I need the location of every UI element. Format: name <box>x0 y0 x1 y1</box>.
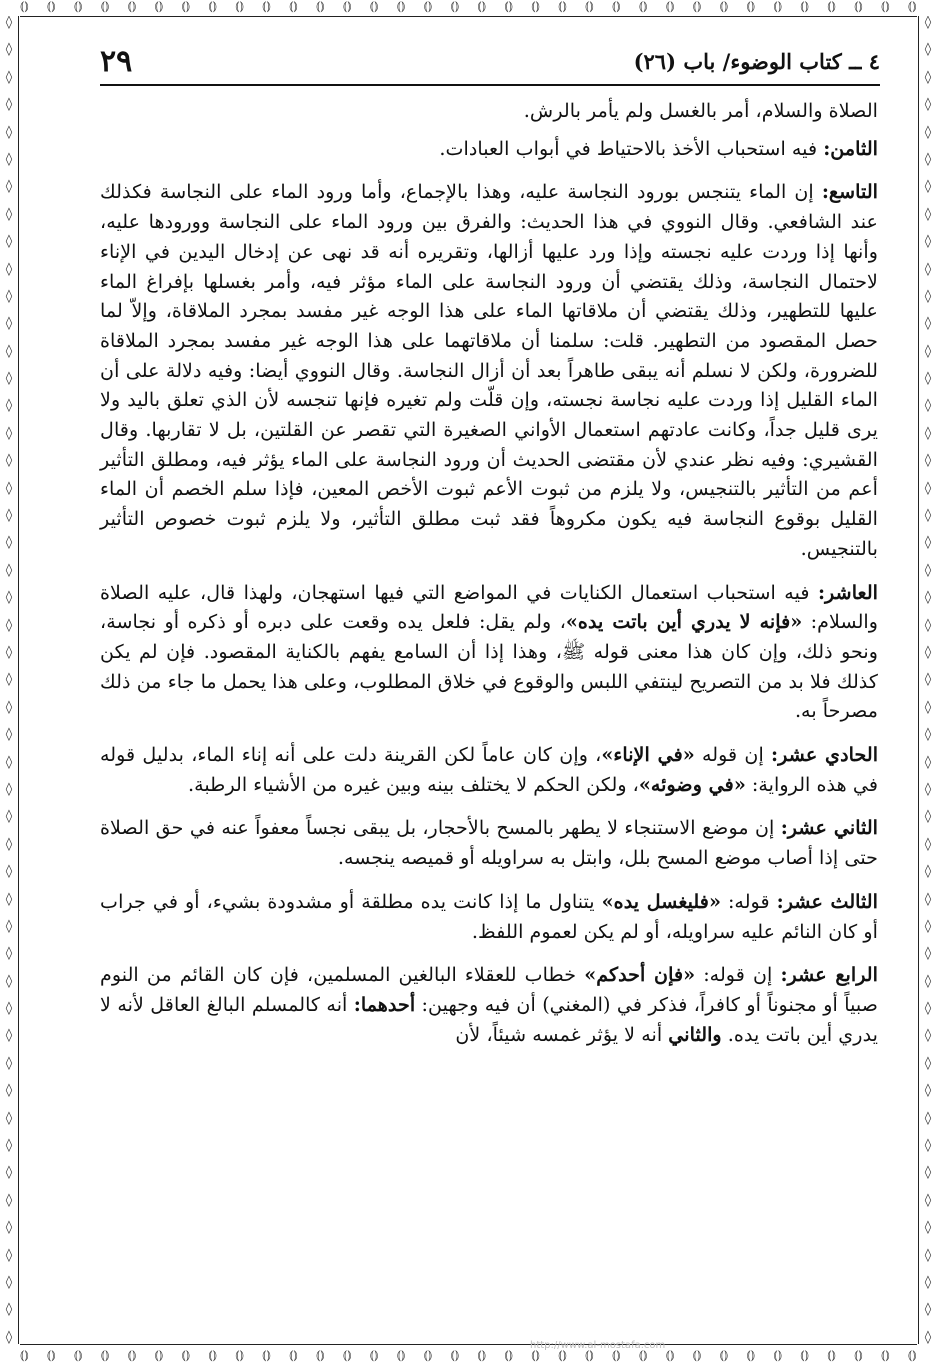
border-ornament: ⦅⦆ <box>692 0 702 14</box>
hadith-quote: «في الإناء» <box>601 743 695 767</box>
border-ornament: ◊ <box>924 1028 932 1044</box>
border-ornament: ◊ <box>924 97 932 113</box>
border-ornament: ◊ <box>5 97 13 113</box>
border-ornament: ◊ <box>924 754 932 770</box>
border-ornament: ⦅⦆ <box>531 0 540 14</box>
border-ornament: ⦅⦆ <box>477 1347 487 1363</box>
border-ornament: ◊ <box>924 1220 932 1236</box>
border-ornament: ◊ <box>924 1192 932 1208</box>
paragraph-text: أنه لا يؤثر غمسه شيئاً، لأن <box>455 1022 669 1046</box>
border-ornament: ◊ <box>924 864 932 880</box>
border-ornament: ◊ <box>924 1001 932 1017</box>
paragraph-text: فيه استحباب استعمال الكنايات في المواضع التي فيها استهجان، ولهذا قال، عليه الصلاة والسلام: <box>100 580 879 634</box>
paragraph-twelfth <box>100 813 878 872</box>
border-ornament: ◊ <box>5 836 13 852</box>
border-ornament: ⦅⦆ <box>342 0 352 14</box>
paragraph-text: قوله: <box>720 889 777 913</box>
border-ornament: ◊ <box>924 973 932 989</box>
border-ornament: ◊ <box>5 124 13 140</box>
border-ornament: ◊ <box>5 1055 13 1071</box>
border-ornament: ◊ <box>5 1028 13 1044</box>
paragraph-text: الصلاة والسلام، أمر بالغسل ولم يأمر بالرش. <box>523 99 878 122</box>
border-ornament: ◊ <box>924 1274 932 1290</box>
border-ornament: ⦅⦆ <box>800 0 809 14</box>
border-ornament: ⦅⦆ <box>450 1347 460 1363</box>
border-ornament: ⦅⦆ <box>315 0 325 14</box>
border-ornament: ◊ <box>924 16 932 30</box>
border-ornament: ◊ <box>5 480 13 496</box>
border-ornament: ⦅⦆ <box>638 0 648 14</box>
border-ornament: ⦅⦆ <box>369 1347 379 1363</box>
border-ornament: ◊ <box>924 1055 932 1071</box>
border-ornament: ◊ <box>924 699 932 715</box>
border-ornament: ◊ <box>924 535 932 551</box>
border-ornament: ◊ <box>924 1247 932 1263</box>
paragraph-lead: الثالث عشر: <box>776 889 878 913</box>
border-ornament: ⦅⦆ <box>773 1347 783 1363</box>
border-ornament: ⦅⦆ <box>881 0 890 14</box>
border-ornament: ⦅⦆ <box>208 0 218 14</box>
border-ornament: ◊ <box>5 644 13 660</box>
hadith-quote: «في وضوئه» <box>638 772 746 796</box>
border-ornament: ⦅⦆ <box>477 0 487 14</box>
paragraph-text: إن قوله <box>694 743 772 767</box>
paragraph-text: فيه استحباب الأخذ بالاحتياط في أبواب العبادات. <box>439 136 824 160</box>
border-ornament: ◊ <box>5 206 13 222</box>
border-ornament: ◊ <box>924 1329 932 1344</box>
border-ornament: ◊ <box>5 151 13 167</box>
border-ornament: ◊ <box>5 1001 13 1017</box>
border-ornament: ⦅⦆ <box>289 0 298 14</box>
border-ornament: ◊ <box>5 672 13 688</box>
border-ornament: ⦅⦆ <box>638 1347 648 1363</box>
border-ornament: ◊ <box>5 535 13 551</box>
paragraph-eighth <box>100 134 878 164</box>
border-ornament: ⦅⦆ <box>181 1347 191 1363</box>
border-ornament: ◊ <box>924 617 932 633</box>
border-ornament: ⦅⦆ <box>289 1347 298 1363</box>
running-title: ٤ ــ كتاب الوضوء/ باب (٢٦) <box>633 49 880 74</box>
border-ornament: ◊ <box>5 261 13 277</box>
border-ornament: ⦅⦆ <box>665 1347 675 1363</box>
border-ornament: ⦅⦆ <box>46 1347 56 1363</box>
border-ornament: ◊ <box>924 151 932 167</box>
paragraph-tenth <box>100 578 878 727</box>
border-ornament: ◊ <box>924 398 932 414</box>
border-ornament: ◊ <box>5 590 13 606</box>
border-ornament: ◊ <box>924 69 932 85</box>
paragraph-text: أنه كالمسلم البالغ العاقل لأنه لا يدري أين باتت يده. <box>100 992 878 1046</box>
border-ornament: ◊ <box>5 891 13 907</box>
border-ornament: ⦅⦆ <box>907 0 917 14</box>
border-ornament: ⦅⦆ <box>907 1347 917 1363</box>
border-ornament: ◊ <box>5 316 13 332</box>
border-ornament: ⦅⦆ <box>585 1347 594 1363</box>
watermark-url: http://www.al-mostafa.com <box>530 1340 666 1351</box>
border-ornament: ⦅⦆ <box>746 0 756 14</box>
border-ornament: ◊ <box>5 1329 13 1344</box>
border-ornament: ◊ <box>924 234 932 250</box>
border-ornament: ⦅⦆ <box>558 0 567 14</box>
paragraph-lead: العاشر: <box>817 580 878 604</box>
decorative-border-left <box>0 16 19 1344</box>
border-ornament: ◊ <box>5 1247 13 1263</box>
border-ornament: ◊ <box>5 453 13 469</box>
border-ornament: ◊ <box>924 1138 932 1154</box>
border-ornament: ◊ <box>5 809 13 825</box>
border-ornament: ◊ <box>5 16 13 30</box>
border-ornament: ◊ <box>5 617 13 633</box>
border-ornament: ◊ <box>924 946 932 962</box>
border-ornament: ◊ <box>5 754 13 770</box>
border-ornament: ◊ <box>924 1302 932 1318</box>
paragraph-text: خطاب للعقلاء البالغين المسلمين، فإن كان القائم من النوم صبياً أو مجنوناً أو كافراً، فذكر في (المغني) أن فيه وجهين: <box>100 963 878 1016</box>
border-ornament: ◊ <box>5 234 13 250</box>
paragraph-text: إن قوله: <box>695 963 781 987</box>
border-ornament: ◊ <box>924 809 932 825</box>
page-body <box>100 96 878 1063</box>
border-ornament: ⦅⦆ <box>208 1347 218 1363</box>
border-ornament: ⦅⦆ <box>719 1347 729 1363</box>
border-ornament: ◊ <box>5 398 13 414</box>
border-ornament: ⦅⦆ <box>342 1347 352 1363</box>
border-ornament: ⦅⦆ <box>827 0 836 14</box>
paragraph-text: إن الماء يتنجس بورود النجاسة عليه، وهذا بالإجماع، وأما ورود الماء على النجاسة فكذلك عند الشافعي. وقال النووي في هذا الحديث: والفرق بين ورود الماء على النجاسة وورودها عليه، وأنها إذا وردت عليه نجسته وإذا ورد عليها أزالها، وتقريره أنه قد نهى عن إدخال اليدين في الإناء لاحتمال النجاسة، وذلك يقتضي أن ورود النجاسة على الماء مؤثر فيه، وأمر بغسلها بإفراغ الماء عليها للتطهير، وذلك يقتضي أن ملاقاتها الماء على هذا الوجه غير مفسد بمجرد الملاقاة، وإلاّ لما حصل المقصود من التطهير. قلت: سلمنا أن ملاقاتهما على هذا الوجه غير مفسد بمجرد الملاقاة للضرورة، ولكن لا نسلم أنه يبقى طاهراً بعد أن أزال النجاسة. وقال النووي أيضا: وفيه دلالة على أن الماء القليل إذا وردت عليه نجاسة نجسته، وإن قلّت ولم تغيره فإنها تنجسه لأن الذي تعلق باليد ولا يرى قليل جداً، وكانت عادتهم استعمال الأواني الصغيرة التي تقصر عن القلتين، بل لا تقاربها. وقال القشيري: وفيه نظر عندي لأن مقتضى الحديث أن ورود النجاسة على الماء يؤثر فيه، ومطلق التأثير أعم من التأثير بالتنجيس، ولا يلزم من ثبوت الأعم ثبوت الأخص المعين، فإذا سلم الخصم أن الماء القليل بوقوع النجاسة فيه يكون مكروهاً فقد ثبت مطلق التأثير، ولا يلزم ثبوت خصوص التأثير بالتنجيس. <box>100 180 878 560</box>
decorative-border-right <box>918 16 937 1344</box>
border-ornament: ◊ <box>5 699 13 715</box>
border-ornament: ◊ <box>924 1083 932 1099</box>
paragraph-text: ، وإن كان عاماً لكن القرينة دلت على أنه إناء الماء، بدليل قوله في هذه الرواية: <box>100 743 878 796</box>
hadith-quote: «فليغسل يده» <box>601 889 721 913</box>
border-ornament: ◊ <box>924 316 932 332</box>
border-ornament: ◊ <box>5 1110 13 1126</box>
border-ornament: ◊ <box>924 343 932 359</box>
border-ornament: ◊ <box>5 1274 13 1290</box>
page-header <box>100 44 880 86</box>
border-ornament: ◊ <box>924 425 932 441</box>
border-ornament: ◊ <box>5 727 13 743</box>
border-ornament: ◊ <box>924 371 932 387</box>
border-ornament: ◊ <box>5 343 13 359</box>
border-ornament: ◊ <box>5 1192 13 1208</box>
border-ornament: ⦅⦆ <box>504 0 513 14</box>
paragraph-text: يتناول ما إذا كانت يده مطلقة أو مشدودة بشيء، أو في جراب أو كان النائم عليه سراويله، أو لم يكن لعموم اللفظ. <box>100 889 878 943</box>
border-ornament: ⦅⦆ <box>154 1347 164 1363</box>
border-ornament: ◊ <box>924 1110 932 1126</box>
border-ornament: ⦅⦆ <box>262 1347 271 1363</box>
paragraph-eleventh <box>100 740 878 799</box>
border-ornament: ◊ <box>924 480 932 496</box>
border-ornament: ◊ <box>924 644 932 660</box>
border-ornament: ◊ <box>5 562 13 578</box>
border-ornament: ⦅⦆ <box>235 1347 244 1363</box>
border-ornament: ⦅⦆ <box>181 0 191 14</box>
border-ornament: ⦅⦆ <box>423 0 433 14</box>
border-ornament: ◊ <box>924 124 932 140</box>
border-ornament: ◊ <box>5 918 13 934</box>
paragraph-lead: الثامن: <box>823 136 878 160</box>
border-ornament: ⦅⦆ <box>369 0 379 14</box>
border-ornament: ◊ <box>924 562 932 578</box>
paragraph-continuation <box>100 96 878 126</box>
border-ornament: ⦅⦆ <box>396 0 406 14</box>
border-ornament: ◊ <box>5 1138 13 1154</box>
border-ornament: ⦅⦆ <box>73 0 83 14</box>
border-ornament: ◊ <box>924 42 932 58</box>
paragraph-fourteenth <box>100 960 878 1049</box>
border-ornament: ⦅⦆ <box>854 1347 863 1363</box>
paragraph-text: إن موضع الاستنجاء لا يطهر بالمسح بالأحجار، بل يبقى نجساً معفواً عنه في حق الصلاة حتى إذا أصاب موضع المسح بلل، وابتل به سراويله أو قميصه ينجسه. <box>100 816 878 870</box>
border-ornament: ⦅⦆ <box>154 0 164 14</box>
border-ornament: ⦅⦆ <box>881 1347 890 1363</box>
border-ornament: ⦅⦆ <box>692 1347 702 1363</box>
border-ornament: ◊ <box>5 946 13 962</box>
paragraph-ninth <box>100 177 878 563</box>
border-ornament: ◊ <box>5 1165 13 1181</box>
border-ornament: ⦅⦆ <box>100 1347 110 1363</box>
border-ornament: ⦅⦆ <box>20 0 29 14</box>
bold-term: والثاني <box>668 1022 722 1046</box>
border-ornament: ◊ <box>5 508 13 524</box>
paragraph-lead: الرابع عشر: <box>780 963 878 987</box>
border-ornament: ⦅⦆ <box>558 1347 567 1363</box>
border-ornament: ◊ <box>924 261 932 277</box>
border-ornament: ⦅⦆ <box>73 1347 83 1363</box>
border-ornament: ⦅⦆ <box>611 0 621 14</box>
border-ornament: ⦅⦆ <box>665 0 675 14</box>
border-ornament: ⦅⦆ <box>800 1347 809 1363</box>
border-ornament: ⦅⦆ <box>504 1347 513 1363</box>
decorative-border-top <box>20 0 917 17</box>
border-ornament: ⦅⦆ <box>450 0 460 14</box>
paragraph-lead: الحادي عشر: <box>771 743 879 767</box>
border-ornament: ◊ <box>5 179 13 195</box>
paragraph-thirteenth <box>100 887 878 946</box>
border-ornament: ⦅⦆ <box>773 0 783 14</box>
bold-term: أحدهما: <box>353 992 416 1016</box>
border-ornament: ◊ <box>924 918 932 934</box>
border-ornament: ⦅⦆ <box>585 0 594 14</box>
paragraph-text: ، ولكن الحكم لا يختلف بينه وبين غيره من الأشياء الرطبة. <box>188 772 639 796</box>
border-ornament: ◊ <box>5 973 13 989</box>
border-ornament: ⦅⦆ <box>719 0 729 14</box>
border-ornament: ⦅⦆ <box>423 1347 433 1363</box>
border-ornament: ◊ <box>5 1220 13 1236</box>
border-ornament: ◊ <box>924 1165 932 1181</box>
border-ornament: ⦅⦆ <box>531 1347 540 1363</box>
border-ornament: ◊ <box>924 781 932 797</box>
border-ornament: ⦅⦆ <box>396 1347 406 1363</box>
border-ornament: ⦅⦆ <box>315 1347 325 1363</box>
hadith-quote: «فإن أحدكم» <box>584 963 696 987</box>
border-ornament: ⦅⦆ <box>827 1347 836 1363</box>
border-ornament: ◊ <box>924 891 932 907</box>
paragraph-text: ، ولم يقل: فلعل يده وقعت على دبره أو ذكره أو نجاسة، ونحو ذلك، وإن كان هذا معنى قوله ﷺ، وهذا إذا أن السامع يفهم بالكناية المقصود. فإن لم يكن كذلك فلا بد من التصريح لينتفي اللبس والوقوع في خلاق المطلوب، وعلى هذا يحمل ما جاء من ذلك مصرحاً به. <box>100 610 878 723</box>
border-ornament: ⦅⦆ <box>127 1347 137 1363</box>
border-ornament: ◊ <box>5 69 13 85</box>
border-ornament: ◊ <box>924 453 932 469</box>
border-ornament: ⦅⦆ <box>127 0 137 14</box>
border-ornament: ◊ <box>5 425 13 441</box>
border-ornament: ◊ <box>924 508 932 524</box>
paragraph-lead: الثاني عشر: <box>780 816 879 840</box>
border-ornament: ◊ <box>924 727 932 743</box>
border-ornament: ◊ <box>924 206 932 222</box>
border-ornament: ⦅⦆ <box>100 0 110 14</box>
border-ornament: ⦅⦆ <box>46 0 56 14</box>
border-ornament: ⦅⦆ <box>262 0 271 14</box>
border-ornament: ⦅⦆ <box>20 1347 29 1363</box>
border-ornament: ◊ <box>924 836 932 852</box>
page-number: ٢٩ <box>100 44 133 79</box>
border-ornament: ◊ <box>924 672 932 688</box>
border-ornament: ⦅⦆ <box>611 1347 621 1363</box>
border-ornament: ◊ <box>5 1302 13 1318</box>
hadith-quote: «فإنه لا يدري أين باتت يده» <box>565 610 803 634</box>
border-ornament: ◊ <box>924 590 932 606</box>
border-ornament: ◊ <box>5 781 13 797</box>
border-ornament: ◊ <box>5 42 13 58</box>
decorative-border-bottom <box>20 1344 917 1365</box>
border-ornament: ⦅⦆ <box>235 0 244 14</box>
border-ornament: ⦅⦆ <box>746 1347 756 1363</box>
border-ornament: ◊ <box>5 1083 13 1099</box>
border-ornament: ◊ <box>924 179 932 195</box>
paragraph-lead: التاسع: <box>821 180 878 204</box>
border-ornament: ◊ <box>5 864 13 880</box>
border-ornament: ⦅⦆ <box>854 0 863 14</box>
border-ornament: ◊ <box>5 288 13 304</box>
border-ornament: ◊ <box>5 371 13 387</box>
border-ornament: ◊ <box>924 288 932 304</box>
